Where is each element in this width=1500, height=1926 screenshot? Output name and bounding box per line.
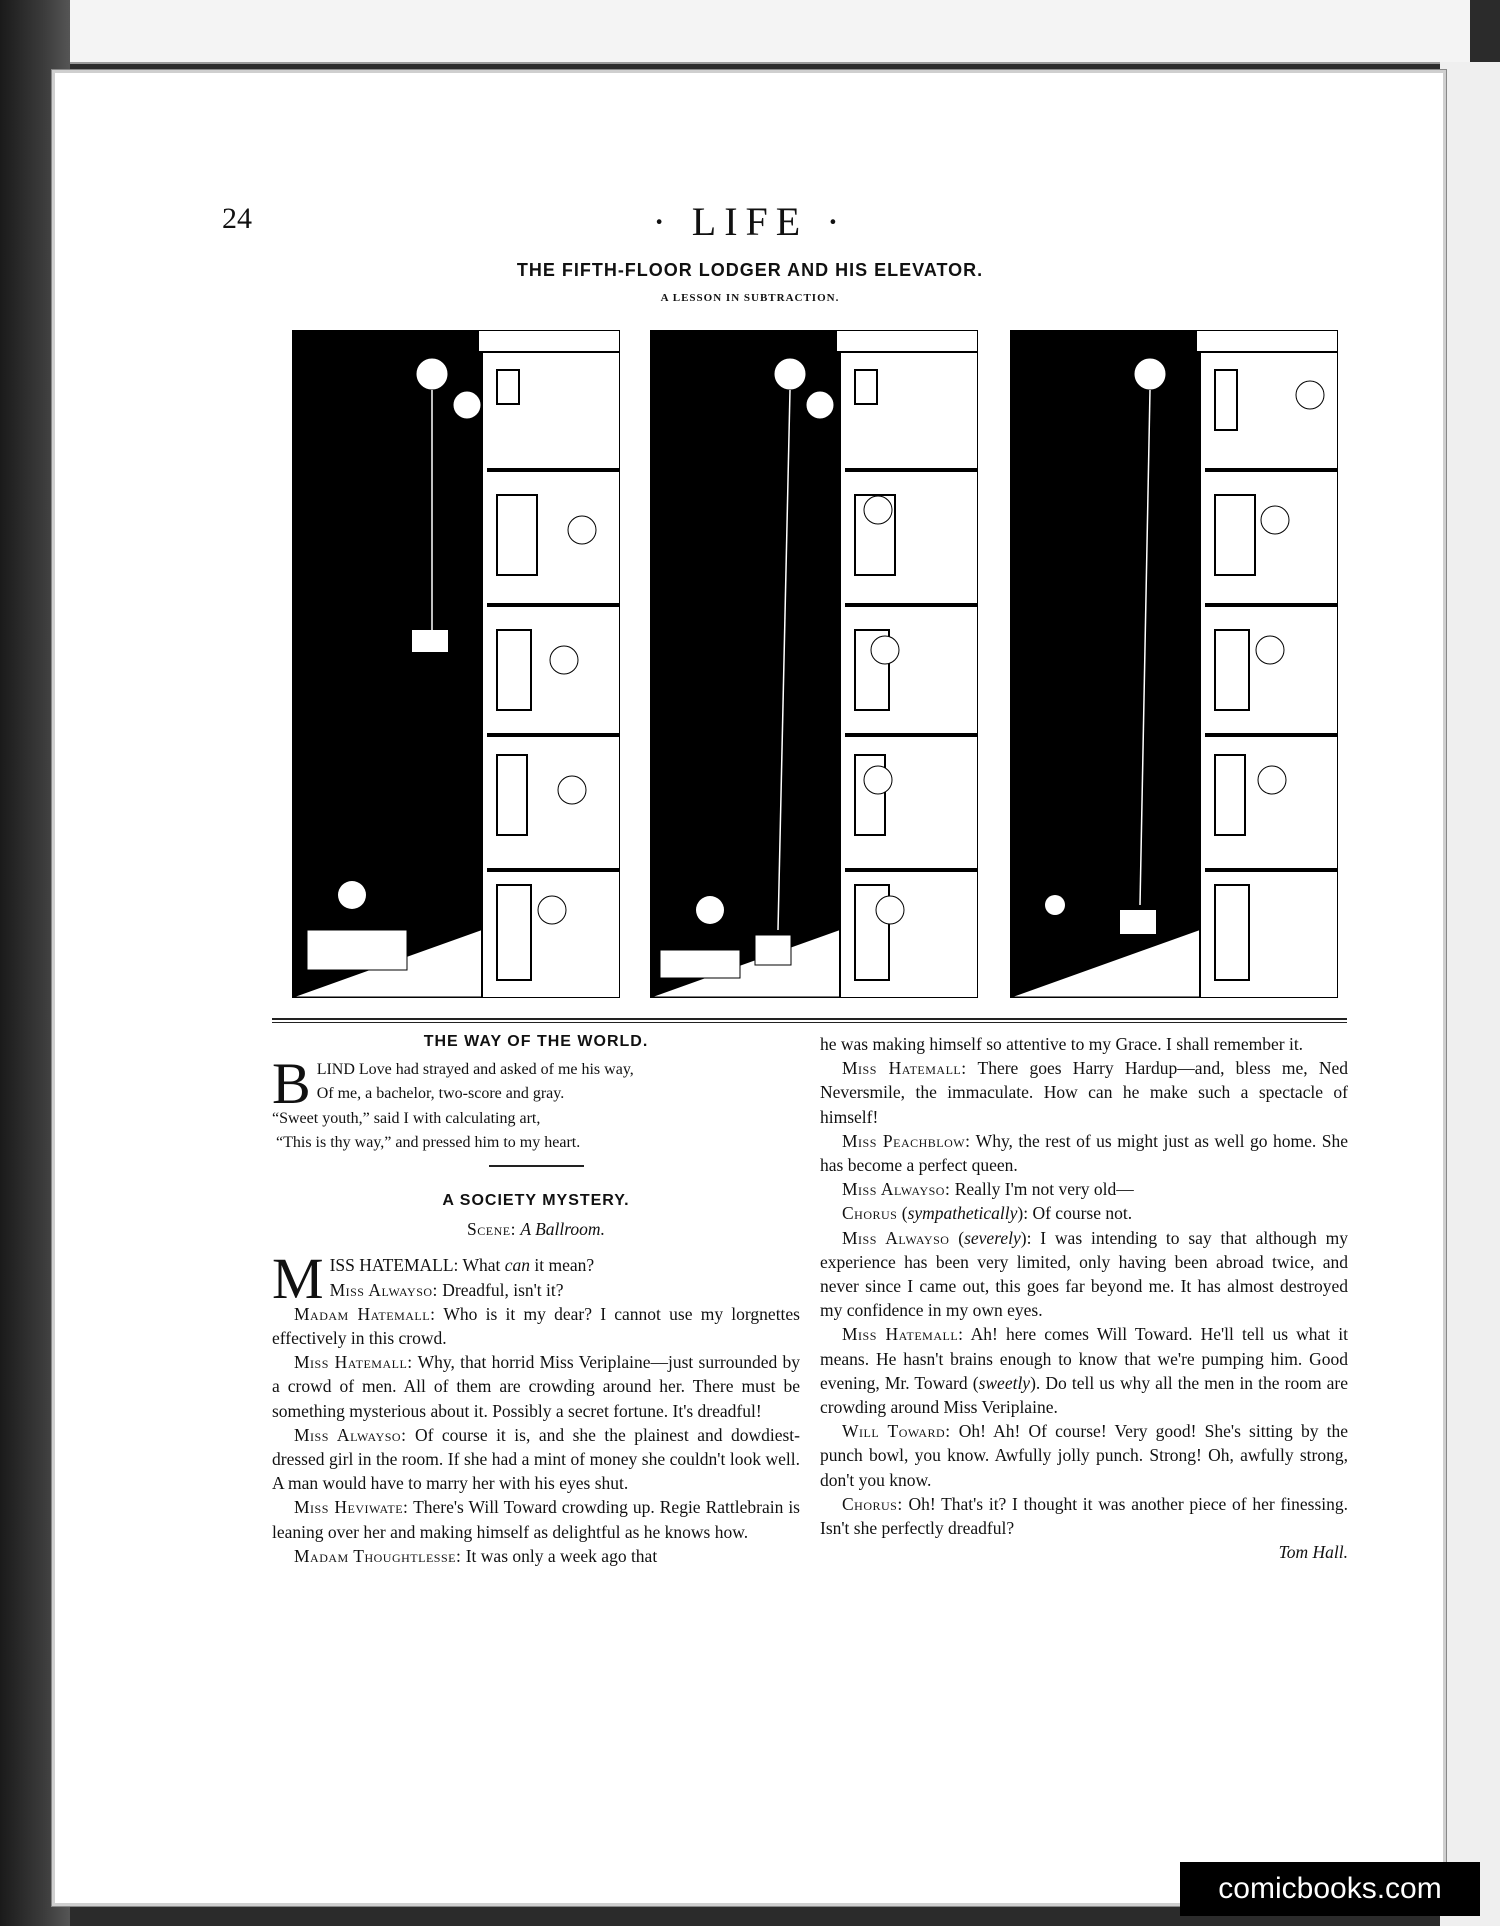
speaker: Miss Heviwate: xyxy=(294,1497,409,1518)
poem-line: “This is thy way,” and pressed him to my heart. xyxy=(276,1133,581,1151)
story-paragraph xyxy=(820,1177,1348,1201)
speaker: Madam Thoughtlesse: xyxy=(294,1545,462,1566)
author-signature: Tom Hall. xyxy=(1278,1542,1348,1563)
previous-page-edge xyxy=(70,0,1470,64)
story-paragraph xyxy=(272,1278,800,1302)
cartoon-panel-2 xyxy=(650,330,978,998)
story-title: A SOCIETY MYSTERY. xyxy=(442,1192,630,1210)
cartoon-subtitle: A LESSON IN SUBTRACTION. xyxy=(660,292,840,304)
poem-line: “Sweet youth,” said I with calculating art, xyxy=(272,1109,541,1127)
scene-name: A Ballroom. xyxy=(520,1219,605,1240)
dialogue: What xyxy=(458,1255,505,1276)
dialogue: Who is it my dear? I cannot use my lorgnettes effectively in this crowd. xyxy=(272,1303,800,1349)
poem-dropcap: B xyxy=(272,1051,311,1117)
poem-title: THE WAY OF THE WORLD. xyxy=(423,1033,649,1050)
story-dropcap: M xyxy=(272,1246,324,1312)
right-column xyxy=(820,1032,1348,1564)
poem-line: LIND Love had strayed and asked of me his way, xyxy=(316,1061,634,1079)
cartoon-panel-3 xyxy=(1010,330,1338,998)
speaker: Miss Alwayso: xyxy=(294,1424,407,1445)
dialogue: There goes Harry Hardup—and, bless me, Ned Neversmile, the immaculate. How can he make such a spectacle of himself! xyxy=(820,1058,1348,1127)
poem xyxy=(272,1051,800,1155)
dialogue: it mean? xyxy=(530,1255,595,1276)
story-paragraph xyxy=(272,1423,800,1496)
speaker: Miss Alwayso: xyxy=(842,1179,951,1200)
left-column xyxy=(272,1030,800,1568)
dialogue: : Of course not. xyxy=(1023,1203,1133,1224)
story-paragraph xyxy=(272,1544,800,1568)
speaker: Will Toward: xyxy=(842,1421,951,1442)
page-number: 24 xyxy=(222,202,252,235)
story-paragraph xyxy=(272,1302,800,1350)
speaker: Miss Alwayso xyxy=(842,1227,950,1248)
speaker: Chorus: xyxy=(842,1493,903,1514)
dialogue: Oh! That's it? I thought it was another piece of her finessing. Isn't she perfectly dreadful? xyxy=(820,1493,1348,1539)
next-page-edge xyxy=(1440,62,1500,1926)
dialogue: Why, the rest of us might just as well go home. She has become a perfect queen. xyxy=(820,1130,1348,1176)
poem-line: Of me, a bachelor, two-score and gray. xyxy=(316,1085,565,1103)
poem-divider xyxy=(489,1165,584,1167)
dialogue: Ah! here comes Will Toward. He'll tell us what it means. He hasn't brains enough to know that we're pumping him. Good evening, Mr. Toward ( xyxy=(820,1324,1348,1393)
story-paragraph: Chorus (sympathetically): Of course not. xyxy=(842,1203,1133,1224)
section-divider xyxy=(272,1018,1347,1020)
stage-direction: sympathetically xyxy=(907,1203,1018,1224)
speaker: Chorus xyxy=(842,1203,898,1224)
story-paragraph xyxy=(820,1419,1348,1492)
cartoon-title: THE FIFTH-FLOOR LODGER AND HIS ELEVATOR. xyxy=(516,260,984,280)
story-paragraph xyxy=(820,1129,1348,1177)
dialogue: Of course it is, and she the plainest and dowdiest-dressed girl in the room. If she had a mint of money she couldn't look well. A man would have to marry her with his eyes shut. xyxy=(272,1424,800,1494)
scene-label: Scene: xyxy=(467,1219,516,1240)
scene-line xyxy=(272,1217,800,1241)
speaker: Miss Peachblow: xyxy=(842,1130,971,1151)
story-paragraph xyxy=(820,1322,1348,1419)
watermark: comicbooks.com xyxy=(1180,1862,1480,1916)
dialogue: Why, that horrid Miss Veriplaine—just surrounded by a crowd of men. All of them are crowding around her. There must be something mysterious about it. Possibly a secret fortune. It's dreadful! xyxy=(272,1352,800,1421)
story-paragraph xyxy=(272,1495,800,1543)
dialogue: : I was intending to say that although my experience has been very limited, only having been abroad twice, and never since I came out, this goes far beyond me. It has almost destroyed my confidence in my own eyes. xyxy=(820,1227,1348,1321)
dialogue: Oh! Ah! Of course! Very good! She's sitting by the punch bowl, you know. Awfully jolly punch. Strong! Oh, awfully strong, don't you know. xyxy=(820,1421,1348,1490)
dialogue: Dreadful, isn't it? xyxy=(437,1279,564,1300)
story-paragraph xyxy=(272,1350,800,1423)
story-paragraph xyxy=(820,1056,1348,1129)
speaker: Miss Alwayso: xyxy=(329,1279,438,1300)
dialogue: There's Will Toward crowding up. Regie Rattlebrain is leaning over her and making himself as delightful as he knows how. xyxy=(272,1497,800,1542)
speaker: Miss Hatemall: xyxy=(842,1324,964,1345)
masthead: · LIFE · xyxy=(652,199,848,244)
speaker: ISS HATEMALL: xyxy=(329,1255,459,1276)
dialogue: Really I'm not very old— xyxy=(950,1179,1134,1200)
dialogue: ). Do tell us why all the men in the room are crowding around Miss Veriplaine. xyxy=(820,1372,1349,1418)
story-column-1 xyxy=(272,1246,800,1568)
speaker: Madam Hatemall: xyxy=(294,1303,436,1324)
section-divider-thin xyxy=(272,1022,1347,1023)
speaker: Miss Hatemall: xyxy=(842,1058,967,1079)
speaker: Miss Hatemall: xyxy=(294,1352,413,1373)
stage-direction: sweetly xyxy=(978,1372,1031,1393)
cartoon-panel-1 xyxy=(292,330,620,998)
story-paragraph xyxy=(820,1492,1348,1540)
stage-direction: severely xyxy=(964,1227,1021,1248)
emphasis: can xyxy=(504,1255,531,1276)
story-paragraph: Miss Alwayso (severely): I was intending to say that although my experience has been very limited, only having been abroad twice, and never since I came out, this goes far beyond me. It has almost destroyed my confidence in my own eyes. xyxy=(820,1227,1348,1321)
dialogue: It was only a week ago that xyxy=(461,1545,658,1566)
story-paragraph: he was making himself so attentive to my Grace. I shall remember it. xyxy=(820,1034,1304,1054)
